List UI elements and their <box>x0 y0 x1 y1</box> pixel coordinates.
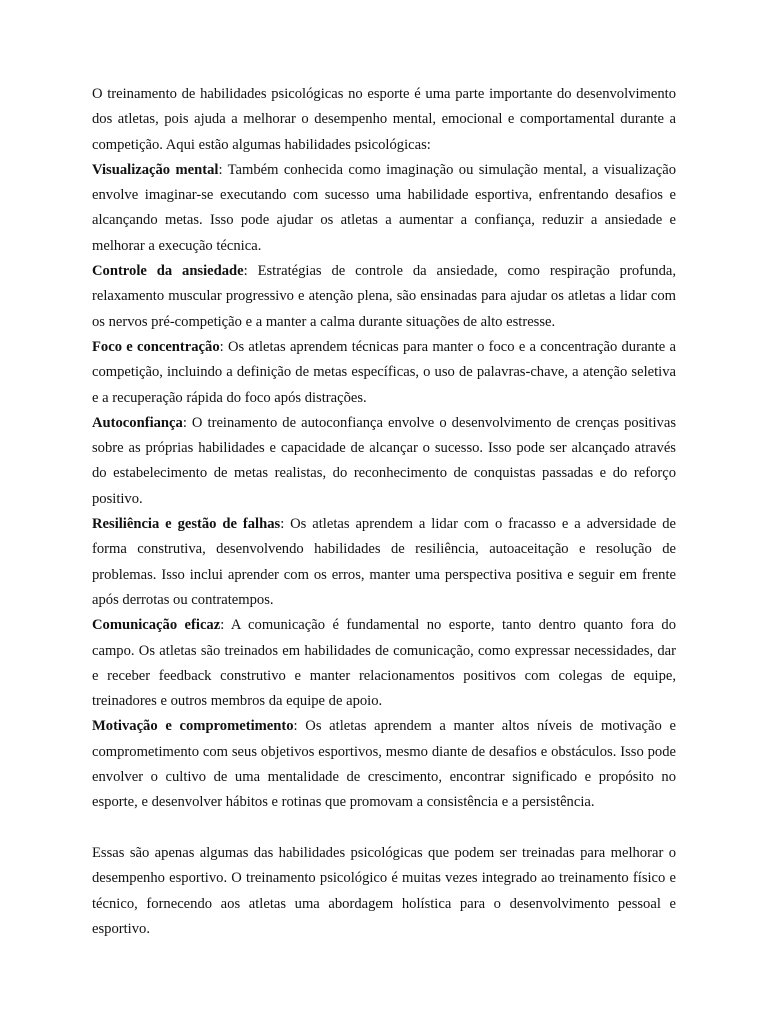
skill-term: Controle da ansiedade <box>92 263 244 280</box>
skill-paragraph-foco <box>92 335 676 411</box>
skill-term: Visualização mental <box>92 161 219 178</box>
skill-description: : Os atletas aprendem técnicas para manter o foco e a concentração durante a competição, incluindo a definição de metas específicas, o uso de palavras-chave, a atenção seletiva e a recuperação rápida do foco após distrações. <box>92 338 676 406</box>
skill-term: Foco e concentração <box>92 338 220 355</box>
skill-description: : Os atletas aprendem a manter altos níveis de motivação e comprometimento com seus objetivos esportivos, mesmo diante de desafios e obstáculos. Isso pode envolver o cultivo de uma mentalidade de crescimento, encontrar significado e propósito no esporte, e desenvolver hábitos e rotinas que promovam a consistência e a persistência. <box>92 718 676 811</box>
skill-description: : O treinamento de autoconfiança envolve o desenvolvimento de crenças positivas sobre as próprias habilidades e capacidade de alcançar o sucesso. Isso pode ser alcançado através do estabelecimento de metas realistas, do reconhecimento de conquistas passadas e do reforço positivo. <box>92 414 676 507</box>
skill-description: : Os atletas aprendem a lidar com o fracasso e a adversidade de forma construtiva, desenvolvendo habilidades de resiliência, autoaceitação e resolução de problemas. Isso inclui aprender com os erros, manter uma perspectiva positiva e seguir em frente após derrotas ou contratempos. <box>92 516 676 608</box>
skill-description: : A comunicação é fundamental no esporte, tanto dentro quanto fora do campo. Os atletas são treinados em habilidades de comunicação, como expressar necessidades, dar e receber feedback construtivo e manter relacionamentos positivos com colegas de equipe, treinadores e outros membros da equipe de apoio. <box>92 617 676 710</box>
intro-paragraph: O treinamento de habilidades psicológicas no esporte é uma parte importante do desenvolvimento dos atletas, pois ajuda a melhorar o desempenho mental, emocional e comportamental durante a competição. Aqui estão algumas habilidades psicológicas: <box>92 86 676 153</box>
skill-paragraph-comunicacao <box>92 613 676 714</box>
skill-paragraph-resiliencia <box>92 512 676 613</box>
skill-paragraph-ansiedade <box>92 259 676 335</box>
skill-description: : Também conhecida como imaginação ou simulação mental, a visualização envolve imaginar-se executando com sucesso uma habilidade esportiva, enfrentando desafios e alcançando metas. Isso pode ajudar os atletas a aumentar a confiança, reduzir a ansiedade e melhorar a execução técnica. <box>92 161 676 254</box>
paragraph-spacer <box>92 816 676 841</box>
skill-term: Resiliência e gestão de falhas <box>92 516 281 533</box>
skill-paragraph-motivacao <box>92 714 676 815</box>
document-body <box>92 82 676 942</box>
skill-term: Motivação e comprometimento <box>92 718 294 735</box>
skill-paragraph-visualizacao <box>92 158 676 259</box>
conclusion-paragraph: Essas são apenas algumas das habilidades psicológicas que podem ser treinadas para melhorar o desempenho esportivo. O treinamento psicológico é muitas vezes integrado ao treinamento físico e técnico, fornecendo aos atletas uma abordagem holística para o desenvolvimento pessoal e esportivo. <box>92 844 676 937</box>
skill-term: Comunicação eficaz <box>92 617 221 634</box>
skill-description: : Estratégias de controle da ansiedade, como respiração profunda, relaxamento muscular progressivo e atenção plena, são ensinadas para ajudar os atletas a lidar com os nervos pré-competição e a manter a calma durante situações de alto estresse. <box>92 263 676 330</box>
skill-term: Autoconfiança <box>92 414 183 431</box>
skill-paragraph-autoconfianca <box>92 411 676 512</box>
